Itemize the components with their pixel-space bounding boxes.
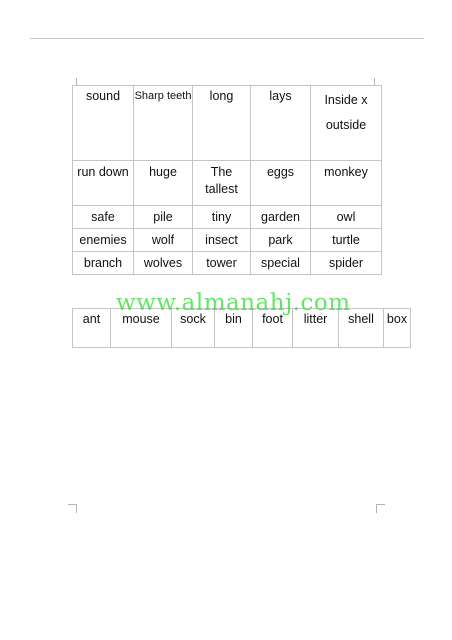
watermark: www.almanahj.com (116, 290, 351, 316)
table-cell: litter (293, 309, 339, 348)
table-cell: owl (311, 206, 382, 229)
page-top-rule (30, 38, 424, 39)
table-row (73, 229, 382, 252)
table-cell: huge (134, 161, 193, 206)
table-cell: branch (73, 252, 134, 275)
table-cell: park (251, 229, 311, 252)
word-bank-table (72, 308, 411, 348)
table-cell: turtle (311, 229, 382, 252)
table-cell: monkey (311, 161, 382, 206)
table-cell: eggs (251, 161, 311, 206)
table-cell: enemies (73, 229, 134, 252)
table-cell: Inside x outside (311, 86, 382, 161)
table-cell: spider (311, 252, 382, 275)
table-cell: tiny (193, 206, 251, 229)
table-row (73, 86, 382, 161)
table-cell: foot (253, 309, 293, 348)
crop-mark-bottom-left (68, 504, 77, 513)
table-cell: wolves (134, 252, 193, 275)
table-cell: ant (73, 309, 111, 348)
table-cell: box (384, 309, 411, 348)
table-cell: shell (339, 309, 384, 348)
table-cell: lays (251, 86, 311, 161)
table-row (73, 161, 382, 206)
table-row (73, 206, 382, 229)
table-cell: run down (73, 161, 134, 206)
table-cell: wolf (134, 229, 193, 252)
table-cell: insect (193, 229, 251, 252)
table-cell: tower (193, 252, 251, 275)
table-cell: sock (172, 309, 215, 348)
table-cell: mouse (111, 309, 172, 348)
table-cell: safe (73, 206, 134, 229)
table-cell: The tallest (193, 161, 251, 206)
table-cell: special (251, 252, 311, 275)
vocabulary-table (72, 85, 382, 275)
table-cell: garden (251, 206, 311, 229)
table-row (73, 309, 411, 348)
table-cell: long (193, 86, 251, 161)
table-cell: Sharp teeth (134, 86, 193, 161)
table-cell: pile (134, 206, 193, 229)
table-cell: bin (215, 309, 253, 348)
table-cell: sound (73, 86, 134, 161)
table-row (73, 252, 382, 275)
crop-mark-bottom-right (376, 504, 385, 513)
